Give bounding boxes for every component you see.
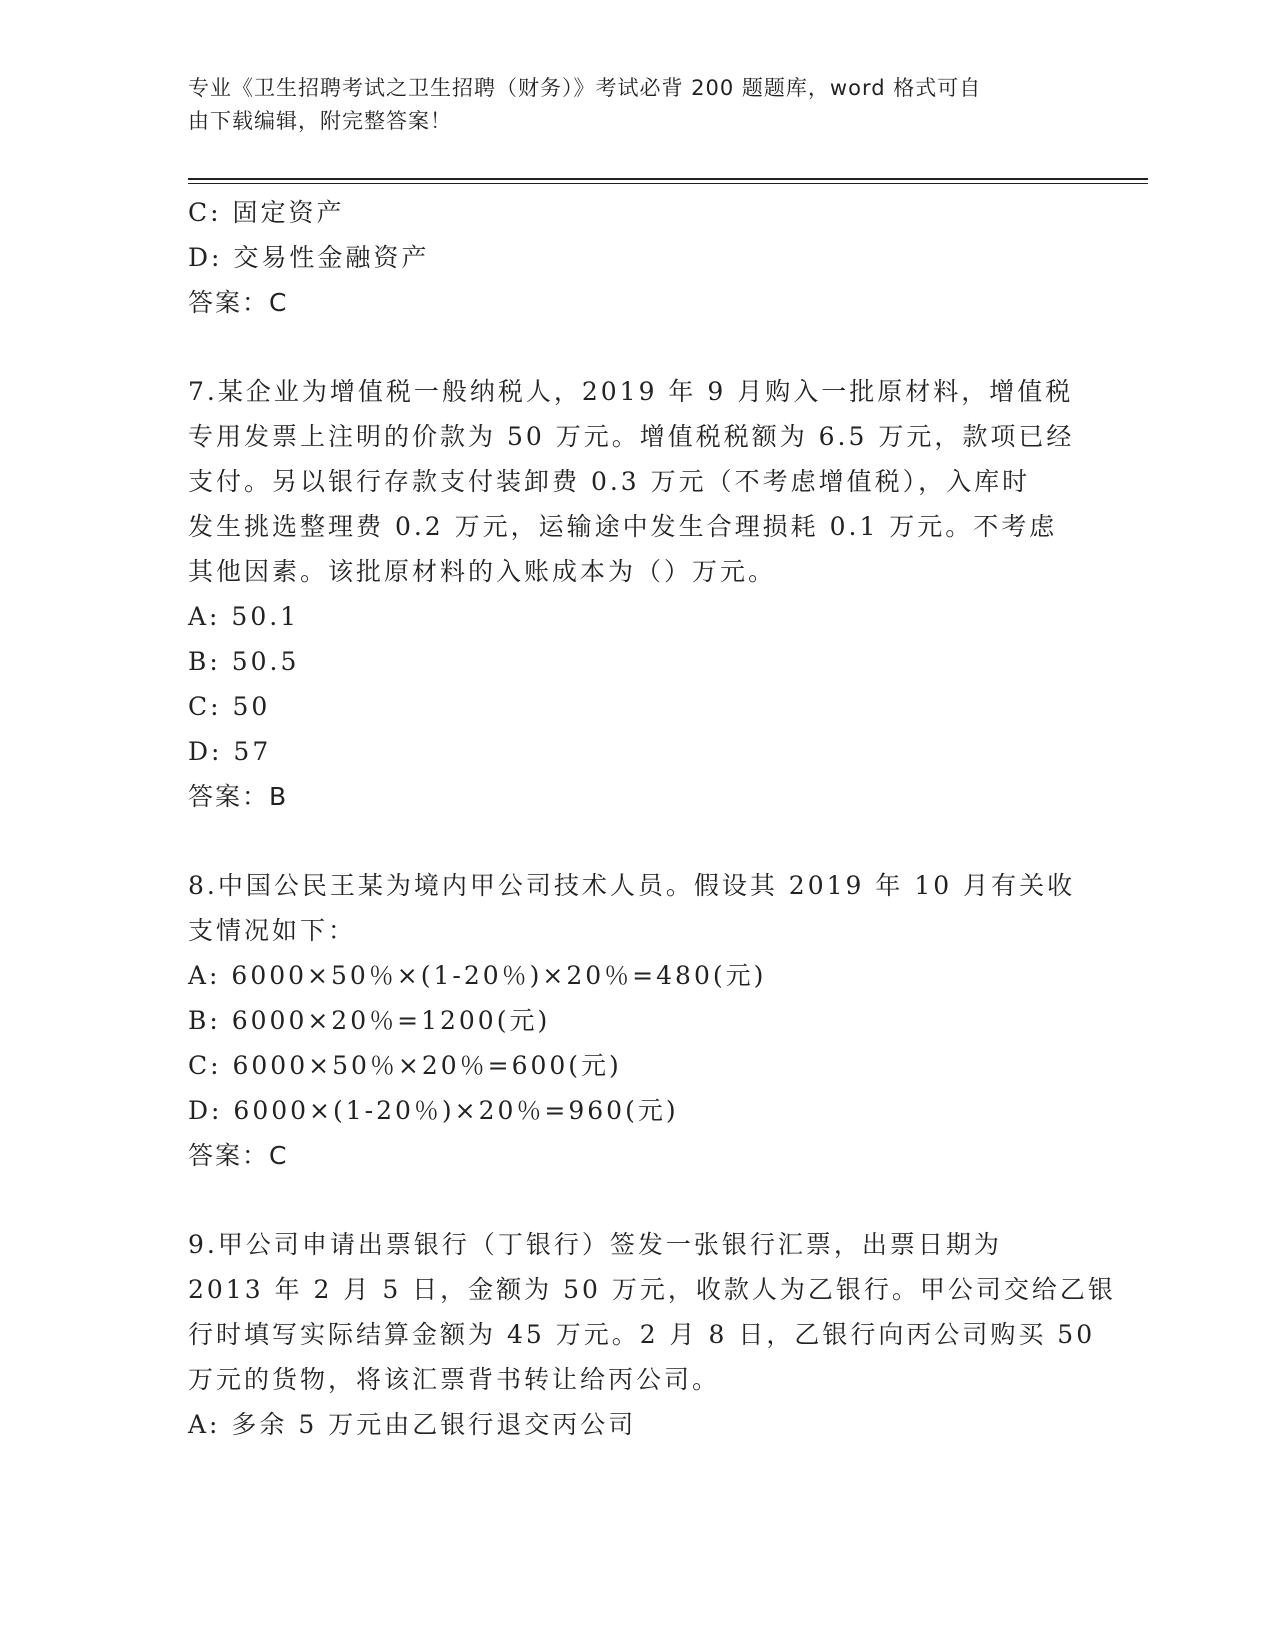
- question-text-line: 支付。另以银行存款支付装卸费 0.3 万元（不考虑增值税），入库时: [188, 467, 1031, 496]
- spacer: [188, 325, 1088, 369]
- question-text-line: 2013 年 2 月 5 日，金额为 50 万元，收款人为乙银行。甲公司交给乙银: [188, 1275, 1116, 1304]
- option-a: A: 多余 5 万元由乙银行退交丙公司: [188, 1410, 637, 1439]
- header-rule-bottom: [188, 183, 1148, 184]
- option-d: D: 57: [188, 737, 272, 766]
- option-c: C: 6000×50％×20％=600(元): [188, 1051, 622, 1080]
- option-b: B: 6000×20％=1200(元): [188, 1006, 551, 1035]
- question-text-line: 8.中国公民王某为境内甲公司技术人员。假设其 2019 年 10 月有关收: [188, 871, 1076, 900]
- question-7: [188, 369, 1088, 819]
- answer-line: 答案：C: [188, 288, 289, 317]
- question-text-line: 9.甲公司申请出票银行（丁银行）签发一张银行汇票，出票日期为: [188, 1230, 1002, 1259]
- question-content: [188, 190, 1116, 1447]
- question-text-line: 发生挑选整理费 0.2 万元，运输途中发生合理损耗 0.1 万元。不考虑: [188, 512, 1058, 541]
- question-text-line: 支情况如下：: [188, 916, 357, 945]
- question-8: [188, 863, 1088, 1178]
- page-header: [188, 72, 1068, 138]
- question-6-tail: [188, 190, 1088, 325]
- question-9: [188, 1222, 1116, 1447]
- header-line-2: 由下载编辑，附完整答案！: [188, 109, 452, 133]
- option-a: A: 50.1: [188, 602, 300, 631]
- spacer: [188, 819, 1088, 863]
- answer-line: 答案：C: [188, 1141, 289, 1170]
- option-d: D: 交易性金融资产: [188, 243, 430, 272]
- option-b: B: 50.5: [188, 647, 300, 676]
- option-a: A: 6000×50％×(1-20％)×20％=480(元): [188, 961, 767, 990]
- option-d: D: 6000×(1-20％)×20％=960(元): [188, 1096, 679, 1125]
- question-text-line: 专用发票上注明的价款为 50 万元。增值税税额为 6.5 万元，款项已经: [188, 422, 1075, 451]
- question-text-line: 7.某企业为增值税一般纳税人，2019 年 9 月购入一批原材料，增值税: [188, 377, 1074, 406]
- question-text-line: 行时填写实际结算金额为 45 万元。2 月 8 日，乙银行向丙公司购买 50: [188, 1320, 1096, 1349]
- answer-line: 答案：B: [188, 782, 289, 811]
- question-text-line: 万元的货物，将该汇票背书转让给丙公司。: [188, 1365, 721, 1394]
- header-line-1: 专业《卫生招聘考试之卫生招聘（财务）》考试必背 200 题题库，word 格式可自: [188, 76, 982, 100]
- header-rule-top: [188, 178, 1148, 180]
- spacer: [188, 1178, 1088, 1222]
- option-c: C: 固定资产: [188, 198, 345, 227]
- question-text-line: 其他因素。该批原材料的入账成本为（）万元。: [188, 557, 777, 586]
- option-c: C: 50: [188, 692, 271, 721]
